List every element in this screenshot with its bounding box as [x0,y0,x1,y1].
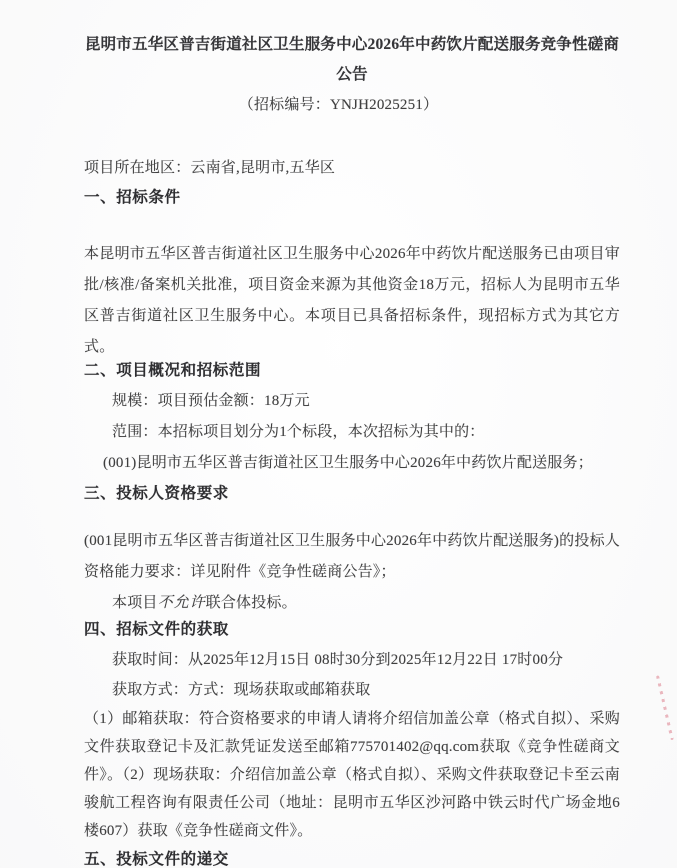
project-scale-line: 规模：项目预估金额：18万元 [112,393,310,409]
lot-001-line: (001)昆明市五华区普吉街道社区卫生服务中心2026年中药饮片配送服务； [103,455,593,471]
section-3-body: (001昆明市五华区普吉街道社区卫生服务中心2026年中药饮片配送服务)的投标人资格能力要求：详见附件《竞争性磋商公告》； [84,533,620,580]
joint-venture-prefix: 本项目 [112,595,158,611]
section-4-heading: 四、招标文件的获取 [84,621,229,638]
project-location-line: 项目所在地区：云南省,昆明市,五华区 [84,160,336,176]
not-allowed-emphasis: 不允许 [157,595,206,611]
section-1-body: 本昆明市五华区普吉街道社区卫生服务中心2026年中药饮片配送服务已由项目审批/核准/备案机关批准，项目资金来源为其他资金18万元，招标人为昆明市五华区普吉街道社区卫生服务中心。本项目已具备招标条件，现招标方式为其它方式。 [84,246,620,355]
section-3-heading: 三、投标人资格要求 [84,485,229,502]
obtain-method-line: 获取方式：方式：现场获取或邮箱获取 [112,682,371,698]
joint-venture-suffix: 联合体投标。 [205,595,297,611]
section-5-heading: 五、投标文件的递交 [84,851,229,868]
red-pen-scan-artifact [656,675,673,740]
document-title [84,30,620,90]
section-2-heading: 二、项目概况和招标范围 [84,362,262,379]
tender-number-line: （招标编号：YNJH2025251） [238,97,439,113]
section-1-heading: 一、招标条件 [84,189,181,206]
title-line-1: 昆明市五华区普吉街道社区卫生服务中心2026年中药饮片配送服务竞争性磋商 [84,36,620,53]
obtain-detail-paragraph: （1）邮箱获取：符合资格要求的申请人请将介绍信加盖公章（格式自拟）、采购文件获取登记卡及汇款凭证发送至邮箱775701402@qq.com获取《竞争性磋商文件》。（2）现场获取：介绍信加盖公章（格式自拟）、采购文件获取登记卡至云南骏航工程咨询有限责任公司（地址：昆明市五华区沙河路中铁云时代广场金地6楼607）获取《竞争性磋商文件》。 [84,711,620,839]
obtain-time-line: 获取时间：从2025年12月15日 08时30分到2025年12月22日 17时00分 [112,652,564,668]
project-scope-line: 范围：本招标项目划分为1个标段，本次招标为其中的： [112,424,485,440]
title-line-2: 公告 [336,66,368,83]
